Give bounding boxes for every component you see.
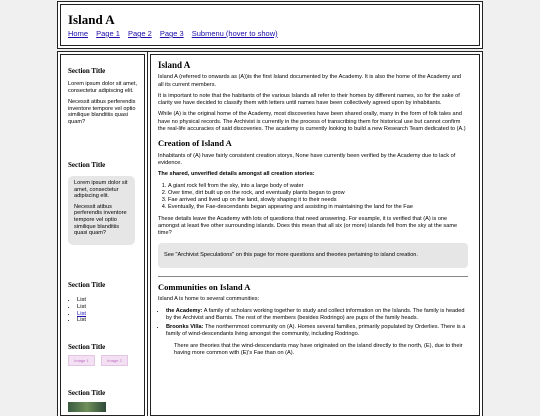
- page-header: [60, 4, 480, 46]
- sidebar-image: Image 2: [101, 355, 128, 366]
- list-item: 2. Over time, dirt built up on the rock, and eventually plants began to grow: [168, 190, 468, 197]
- creation-list: [158, 183, 468, 212]
- creation-intro: Inhabitants of (A) have fairly consistent creation storys, None have currently been verified by the Academy due to lack of evidence.: [158, 152, 456, 166]
- sidebar-paragraph: Lorem ipsum dolor sit amet, consectetur adipiscing elit.: [74, 180, 128, 200]
- community-text: A family of scholars working together to study and collect information on the Islands. The family is headed by the Archivist and Barnis. The rest of the members (besides Rodringo) are pups of the family heads.: [166, 307, 465, 321]
- list-link[interactable]: List: [77, 310, 87, 317]
- creation-lead: The shared, unverified details amongst all creation stories:: [158, 171, 315, 178]
- community-name: Broonks Villa:: [166, 324, 204, 331]
- list-item: [166, 308, 468, 323]
- list-item: • List: [77, 304, 86, 311]
- speculation-note: See "Archivist Speculations" on this page for more questions and theories pertaining to island creation.: [158, 243, 468, 268]
- list-item: 4. Eventually, the Fae-descendants began appearing and assisting in maintaining the land for the Fae: [168, 204, 468, 211]
- page-heading: Island A: [158, 60, 191, 70]
- nav-page-2[interactable]: Page 2: [127, 29, 152, 38]
- sidebar-image-row: [68, 355, 128, 366]
- sidebar-photo: [68, 402, 106, 412]
- sidebar-section-title: Section Title: [68, 161, 106, 169]
- intro-paragraph: While (A) is the original home of the Academy, most discoveries have been shared orally, many in the form of folk tales and have no physical records. The Archivist is currently in the process of transcribing them for historical use but cannot confirm the real-life accuracies of said discoveries. The academy is currently looking to build a new Research Team dedicated to (A.): [158, 111, 466, 133]
- communities-outro: There are theories that the wind-descendants may have originated on the island directly to the north, (E), due to their having more common with (E)'s Fae than on (A).: [174, 342, 463, 357]
- list-item: 3. Fae arrived and lived up on the land, slowly shaping it to their needs: [168, 197, 468, 204]
- list-item: • List: [77, 297, 86, 304]
- intro-paragraph: It is important to note that the habitants of the various Islands all refer to their homes by different names, so for the sake of clarity we have decided to classify them with letters until names have been collectively agreed upon by inhabitants.: [158, 92, 460, 107]
- main-content: [150, 54, 480, 416]
- sidebar-list: [77, 297, 86, 324]
- sidebar-callout: [68, 176, 135, 245]
- list-item: • List: [77, 317, 86, 324]
- creation-heading: Creation of Island A: [158, 138, 232, 149]
- list-item: [166, 324, 468, 339]
- sidebar-paragraph: Necessit atibus perferendis inventore tempore vel optio similique blanditiis quasi quam?: [68, 99, 136, 125]
- sidebar-paragraph: Necessit atibus perferendis inventore tempore vel optio similique blanditiis quasi quam?: [74, 203, 127, 237]
- sidebar-image: Image 1: [68, 355, 95, 366]
- sidebar: [60, 54, 145, 416]
- community-text: The northernmost community on (A). Homes several families, primarily populated by Orderlies. There is a family of wind-descendants living amongst the community, including Rodringo.: [166, 324, 466, 338]
- communities-intro: Island A is home to several communities:: [158, 296, 260, 303]
- sidebar-section-title: Section Title: [68, 67, 106, 75]
- list-item: 1. A giant rock fell from the sky, into a large body of water: [168, 183, 468, 190]
- sidebar-section-title: Section Title: [68, 343, 106, 351]
- divider: [158, 276, 468, 277]
- nav-submenu[interactable]: Submenu (hover to show): [191, 29, 278, 38]
- sidebar-section-title: Section Title: [68, 389, 106, 397]
- intro-paragraph: Island A (referred to onwards as (A))is the first Island documented by the Academy. It is also the home of the Academy and all its current members.: [158, 74, 462, 88]
- site-title: Island A: [68, 12, 115, 27]
- nav-page-1[interactable]: Page 1: [96, 29, 120, 38]
- communities-list: [158, 308, 468, 339]
- main-nav: [68, 29, 284, 38]
- creation-outro: These details leave the Academy with lots of questions that need answering. For example, it is verified that (A) is one amongst at least five other surrounding islands. Does this mean that all six (or more) islands fell from the sky at the same time?: [158, 215, 458, 237]
- list-item[interactable]: [77, 311, 86, 318]
- nav-page-3[interactable]: Page 3: [159, 29, 184, 38]
- sidebar-section-title: Section Title: [68, 281, 106, 289]
- sidebar-section-text: [68, 81, 138, 131]
- nav-home[interactable]: Home: [68, 29, 89, 38]
- sidebar-paragraph: Lorem ipsum dolor sit amet, consectetur adipiscing elit.: [68, 81, 138, 94]
- community-name: the Academy:: [166, 307, 203, 314]
- communities-heading: Communities on Island A: [158, 281, 251, 292]
